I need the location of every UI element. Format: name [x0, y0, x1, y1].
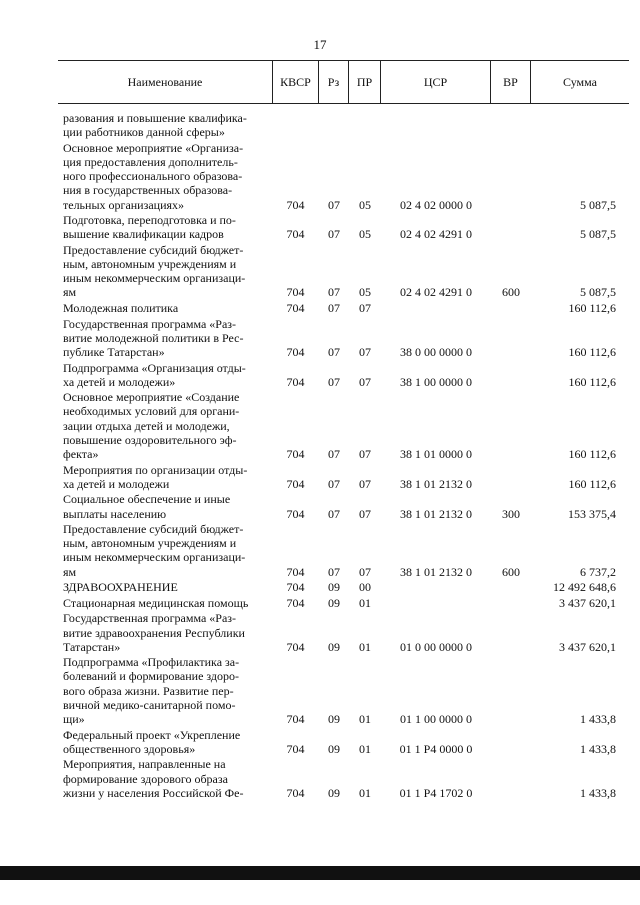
header-sum: Сумма: [530, 61, 629, 103]
cell-sum: 5 087,5: [580, 227, 616, 242]
row-name-line: выплаты населению: [63, 506, 167, 521]
row-name-line: вичной медико-санитарной помо-: [63, 697, 236, 712]
cell-csr: 02 4 02 4291 0: [400, 227, 472, 242]
table-row: [58, 463, 629, 491]
cell-rz: 09: [328, 580, 340, 595]
row-name: [63, 492, 268, 520]
cell-sum: 160 112,6: [568, 344, 616, 359]
table-row: [58, 492, 629, 520]
cell-sum: 5 087,5: [580, 285, 616, 300]
table-row: [58, 111, 629, 139]
row-name-line: необходимых условий для органи-: [63, 404, 240, 419]
header-csr: ЦСР: [380, 61, 490, 103]
cell-sum: 6 737,2: [580, 564, 616, 579]
row-name-line: Молодежная политика: [63, 301, 179, 315]
row-name: [63, 390, 268, 461]
cell-pr: 07: [359, 301, 371, 315]
table-row: [58, 757, 629, 800]
row-name-line: ным, автономным учреждениям и: [63, 536, 237, 551]
row-name-line: ха детей и молодежи: [63, 476, 170, 491]
row-name: [63, 213, 268, 241]
header-rz: Рз: [318, 61, 348, 103]
table-row: [58, 655, 629, 726]
cell-pr: 00: [359, 580, 371, 595]
row-name-line: ния в государственных образова-: [63, 183, 233, 198]
cell-rz: 09: [328, 741, 340, 756]
cell-kvsr: 704: [286, 639, 305, 654]
row-name-line: фекта»: [63, 447, 99, 461]
cell-rz: 09: [328, 785, 340, 800]
cell-kvsr: 704: [286, 741, 305, 756]
cell-pr: 07: [359, 344, 371, 359]
row-name: [63, 611, 268, 654]
cell-rz: 09: [328, 712, 340, 727]
cell-rz: 07: [328, 476, 340, 491]
row-name-line: повышение оздоровительного эф-: [63, 432, 237, 447]
row-name: [63, 463, 268, 491]
row-name-line: общественного здоровья»: [63, 741, 196, 756]
cell-rz: 07: [328, 197, 340, 212]
cell-rz: 07: [328, 506, 340, 521]
cell-kvsr: 704: [286, 595, 305, 610]
row-name-line: зации отдыха детей и молодежи,: [63, 418, 230, 433]
cell-pr: 07: [359, 447, 371, 462]
cell-csr: 38 1 00 0000 0: [400, 374, 472, 389]
table-row: [58, 361, 629, 389]
row-name-line: Подпрограмма «Организация отды-: [63, 360, 246, 375]
cell-pr: 05: [359, 197, 371, 212]
cell-csr: 38 1 01 0000 0: [400, 447, 472, 462]
cell-kvsr: 704: [286, 785, 305, 800]
cell-kvsr: 704: [286, 580, 305, 595]
cell-rz: 09: [328, 639, 340, 654]
cell-pr: 01: [359, 595, 371, 610]
cell-pr: 01: [359, 785, 371, 800]
table-row: [58, 580, 629, 594]
cell-pr: 07: [359, 506, 371, 521]
row-name-line: тельных организациях»: [63, 197, 185, 212]
cell-sum: 160 112,6: [568, 301, 616, 315]
table-row: [58, 596, 629, 610]
cell-pr: 01: [359, 712, 371, 727]
table-row: [58, 611, 629, 654]
row-name-line: ного профессионального образова-: [63, 169, 243, 184]
row-name-line: Подготовка, переподготовка и по-: [63, 213, 236, 228]
cell-vr: 300: [502, 506, 520, 521]
table-header: [58, 60, 629, 104]
cell-sum: 3 437 620,1: [559, 639, 616, 654]
table-row: [58, 243, 629, 300]
row-name: [63, 301, 268, 315]
cell-vr: 600: [502, 564, 520, 579]
row-name-line: иным некоммерческим организаци-: [63, 550, 246, 565]
table-row: [58, 317, 629, 360]
cell-csr: 02 4 02 4291 0: [400, 285, 472, 300]
row-name-line: иным некоммерческим организаци-: [63, 271, 246, 286]
cell-kvsr: 704: [286, 712, 305, 727]
row-name-line: Основное мероприятие «Создание: [63, 390, 240, 405]
cell-csr: 01 1 P4 0000 0: [399, 741, 473, 756]
row-name-line: Социальное обеспечение и иные: [63, 492, 231, 507]
header-kvsr: КВСР: [272, 61, 318, 103]
cell-kvsr: 704: [286, 374, 305, 389]
cell-csr: 38 0 00 0000 0: [400, 344, 472, 359]
row-name-line: ция предоставления дополнитель-: [63, 154, 238, 169]
cell-kvsr: 704: [286, 447, 305, 462]
cell-sum: 160 112,6: [568, 476, 616, 491]
cell-vr: 600: [502, 285, 520, 300]
row-name-line: Предоставление субсидий бюджет-: [63, 242, 244, 257]
cell-csr: 38 1 01 2132 0: [400, 506, 472, 521]
row-name-line: болеваний и формирование здоро-: [63, 669, 240, 684]
cell-sum: 5 087,5: [580, 197, 616, 212]
row-name-line: Федеральный проект «Укрепление: [63, 727, 241, 742]
row-name-line: вышение квалификации кадров: [63, 227, 224, 242]
row-name-line: Государственная программа «Раз-: [63, 611, 237, 626]
row-name: [63, 361, 268, 389]
row-name: [63, 141, 268, 212]
cell-sum: 153 375,4: [568, 506, 616, 521]
row-name-line: Подпрограмма «Профилактика за-: [63, 655, 240, 670]
row-name-line: Татарстан»: [63, 639, 121, 654]
row-name-line: Предоставление субсидий бюджет-: [63, 522, 244, 537]
table-row: [58, 728, 629, 756]
cell-pr: 07: [359, 564, 371, 579]
cell-rz: 07: [328, 301, 340, 315]
cell-pr: 07: [359, 476, 371, 491]
row-name-line: разования и повышение квалифика-: [63, 111, 247, 125]
cell-csr: 38 1 01 2132 0: [400, 476, 472, 491]
cell-pr: 01: [359, 741, 371, 756]
row-name-line: ям: [63, 285, 77, 300]
cell-kvsr: 704: [286, 285, 305, 300]
row-name-line: ха детей и молодежи»: [63, 374, 176, 389]
cell-rz: 07: [328, 344, 340, 359]
table-row: [58, 390, 629, 461]
cell-kvsr: 704: [286, 344, 305, 359]
cell-csr: 01 1 P4 1702 0: [399, 785, 473, 800]
row-name-line: ным, автономным учреждениям и: [63, 257, 237, 272]
row-name: [63, 655, 268, 726]
row-name-line: витие молодежной политики в Рес-: [63, 330, 244, 345]
scan-edge-bar: [0, 866, 640, 880]
row-name: [63, 243, 268, 300]
row-name: [63, 728, 268, 756]
cell-rz: 07: [328, 447, 340, 462]
row-name-line: вого образа жизни. Развитие пер-: [63, 683, 234, 698]
cell-rz: 09: [328, 595, 340, 610]
cell-kvsr: 704: [286, 301, 305, 315]
table-row: [58, 141, 629, 212]
table-row: [58, 213, 629, 241]
row-name-line: публике Татарстан»: [63, 344, 165, 359]
row-name-line: Стационарная медицинская помощь: [63, 595, 249, 610]
row-name: [63, 580, 268, 594]
cell-csr: 38 1 01 2132 0: [400, 564, 472, 579]
cell-sum: 160 112,6: [568, 447, 616, 462]
cell-csr: 02 4 02 0000 0: [400, 197, 472, 212]
cell-rz: 07: [328, 285, 340, 300]
cell-sum: 1 433,8: [580, 741, 616, 756]
cell-sum: 1 433,8: [580, 785, 616, 800]
table-row: [58, 522, 629, 579]
row-name-line: щи»: [63, 712, 85, 727]
row-name-line: жизни у населения Российской Фе-: [63, 785, 244, 800]
row-name: [63, 757, 268, 800]
cell-rz: 07: [328, 564, 340, 579]
row-name-line: Основное мероприятие «Организа-: [63, 140, 244, 155]
table-row: [58, 301, 629, 315]
cell-csr: 01 1 00 0000 0: [400, 712, 472, 727]
row-name-line: ции работников данной сферы»: [63, 125, 225, 140]
row-name-line: Мероприятия, направленные на: [63, 757, 226, 772]
cell-sum: 160 112,6: [568, 374, 616, 389]
row-name: [63, 596, 268, 610]
row-name-line: формирование здорового образа: [63, 771, 228, 786]
row-name: [63, 522, 268, 579]
row-name-line: Мероприятия по организации отды-: [63, 462, 248, 477]
cell-pr: 05: [359, 285, 371, 300]
page-number: 17: [313, 37, 327, 52]
row-name-line: витие здравоохранения Республики: [63, 625, 245, 640]
row-name-line: Государственная программа «Раз-: [63, 316, 237, 331]
cell-kvsr: 704: [286, 506, 305, 521]
cell-pr: 01: [359, 639, 371, 654]
header-pr: ПР: [348, 61, 380, 103]
cell-sum: 12 492 648,6: [553, 580, 616, 595]
row-name-line: ЗДРАВООХРАНЕНИЕ: [63, 580, 178, 595]
cell-kvsr: 704: [286, 476, 305, 491]
cell-sum: 3 437 620,1: [559, 595, 616, 610]
cell-pr: 07: [359, 374, 371, 389]
cell-sum: 1 433,8: [580, 712, 616, 727]
row-name-line: ям: [63, 564, 77, 579]
cell-csr: 01 0 00 0000 0: [400, 639, 472, 654]
cell-kvsr: 704: [286, 564, 305, 579]
cell-rz: 07: [328, 374, 340, 389]
header-vr: ВР: [490, 61, 530, 103]
cell-kvsr: 704: [286, 197, 305, 212]
cell-pr: 05: [359, 227, 371, 242]
row-name: [63, 317, 268, 360]
header-name: Наименование: [127, 74, 203, 89]
cell-kvsr: 704: [286, 227, 305, 242]
row-name: [63, 111, 268, 139]
cell-rz: 07: [328, 227, 340, 242]
budget-table: [58, 60, 629, 880]
